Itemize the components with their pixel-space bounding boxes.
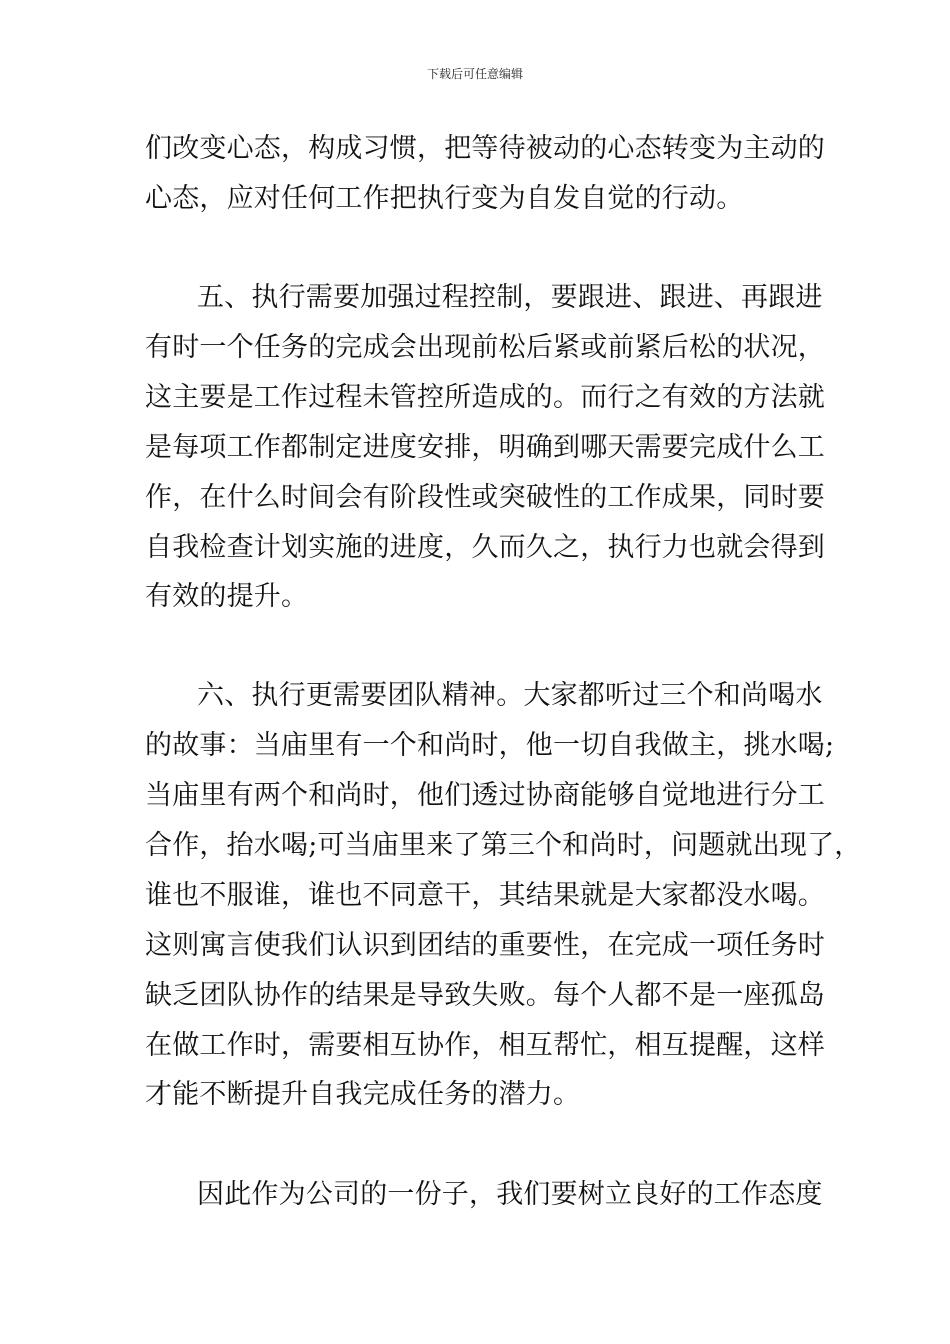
text-line: 谁也不服谁，谁也不同意干，其结果就是大家都没水喝。 xyxy=(145,880,825,911)
text-line: 当庙里有两个和尚时，他们透过协商能够自觉地进行分工 xyxy=(145,780,825,811)
text-line: 这主要是工作过程未管控所造成的。而行之有效的方法就 xyxy=(145,382,825,413)
text-line: 才能不断提升自我完成任务的潜力。 xyxy=(145,1079,581,1110)
text-line: 在做工作时，需要相互协作，相互帮忙，相互提醒，这样 xyxy=(145,1030,825,1061)
text-line: 合作，抬水喝;可当庙里来了第三个和尚时，问题就出现了， xyxy=(145,830,862,861)
text-line: 心态，应对任何工作把执行变为自发自觉的行动。 xyxy=(145,183,744,214)
text-line: 有时一个任务的完成会出现前松后紧或前紧后松的状况， xyxy=(145,332,825,363)
text-line: 作，在什么时间会有阶段性或突破性的工作成果，同时要 xyxy=(145,482,825,513)
text-line: 因此作为公司的一份子，我们要树立良好的工作态度 xyxy=(197,1179,823,1210)
text-line: 自我检查计划实施的进度，久而久之，执行力也就会得到 xyxy=(145,532,825,563)
text-line: 缺乏团队协作的结果是导致失败。每个人都不是一座孤岛 xyxy=(145,980,825,1011)
page-header: 下载后可任意编辑 xyxy=(426,67,523,81)
text-line: 五、执行需要加强过程控制，要跟进、跟进、再跟进 xyxy=(197,282,823,313)
text-line: 这则寓言使我们认识到团结的重要性，在完成一项任务时 xyxy=(145,930,825,961)
text-line: 有效的提升。 xyxy=(145,581,309,612)
text-line: 是每项工作都制定进度安排，明确到哪天需要完成什么工 xyxy=(145,432,825,463)
text-line: 六、执行更需要团队精神。大家都听过三个和尚喝水 xyxy=(197,680,823,711)
text-line: 的故事：当庙里有一个和尚时，他一切自我做主，挑水喝; xyxy=(145,730,835,761)
text-line: 们改变心态，构成习惯，把等待被动的心态转变为主动的 xyxy=(145,133,825,164)
